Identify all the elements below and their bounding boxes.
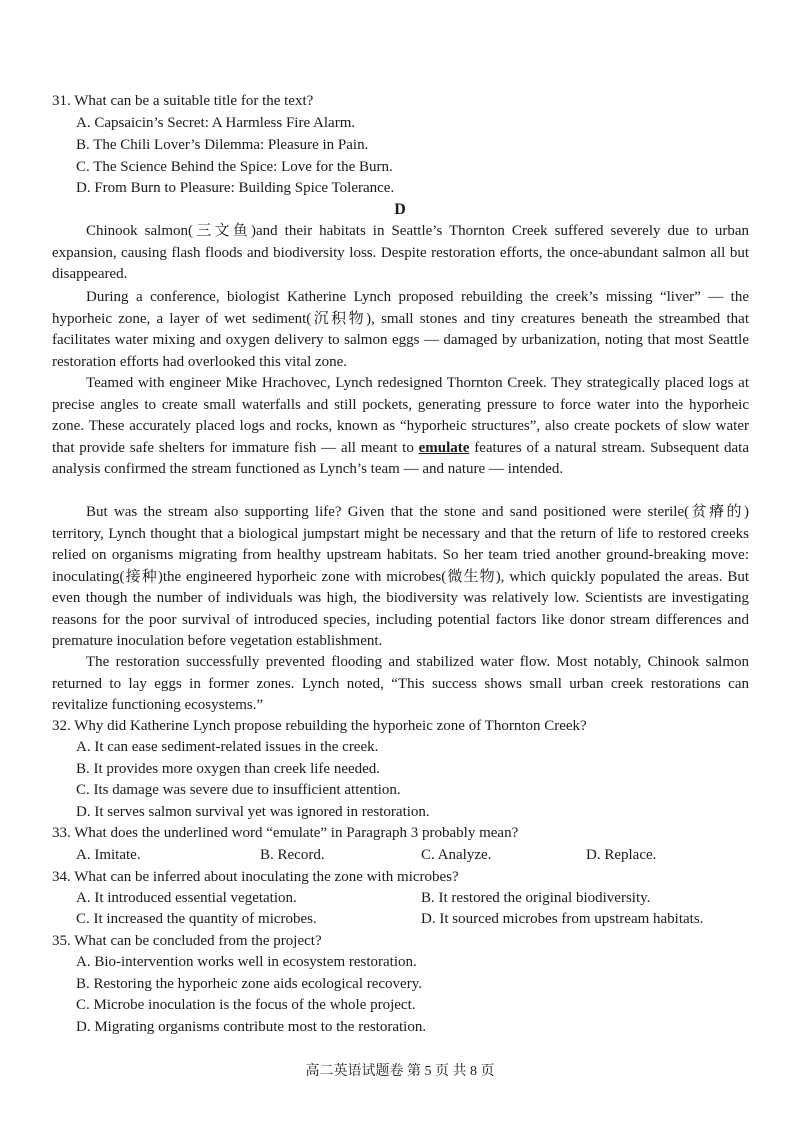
- question-31-option-d: D. From Burn to Pleasure: Building Spice Tolerance.: [76, 180, 395, 196]
- question-32-option-c: C. Its damage was severe due to insufficient attention.: [76, 782, 401, 798]
- passage-paragraph-3-text-end: features of a natural stream. Subsequent data analysis confirmed the stream functioned as Lynch’s team — and nature — intended.: [52, 439, 749, 477]
- passage-paragraph-4: But was the stream also supporting life? Given that the stone and sand positioned were sterile(贫瘠的) territory, Lynch thought that a biological jumpstart might be necessary and that the return of life to restored creeks relied on organisms migrating from healthy upstream habitats. So her team tried another ground-breaking move: inoculating(接种)the engineered hyporheic zone with microbes(微生物), which quickly populated the areas. But even though the number of individuals was high, the biodiversity was relatively low. Scientists are investigating reasons for the poor survival of introduced species, including potential factors like donor stream differences and premature inoculation before vegetation establishment.: [52, 504, 749, 649]
- section-title: D: [394, 201, 406, 218]
- question-32-stem: 32. Why did Katherine Lynch propose rebuilding the hyporheic zone of Thornton Creek?: [52, 718, 587, 734]
- question-34-stem: 34. What can be inferred about inoculating the zone with microbes?: [52, 869, 459, 885]
- underlined-word-emulate: emulate: [418, 439, 470, 456]
- question-31-option-b: B. The Chili Lover’s Dilemma: Pleasure in Pain.: [76, 137, 369, 153]
- question-31-stem: 31. What can be a suitable title for the text?: [52, 93, 314, 109]
- question-34-option-b: B. It restored the original biodiversity.: [421, 890, 651, 906]
- question-33-option-b: B. Record.: [260, 847, 325, 863]
- question-32-option-d: D. It serves salmon survival yet was ignored in restoration.: [76, 804, 430, 820]
- question-31-option-c: C. The Science Behind the Spice: Love for the Burn.: [76, 159, 393, 175]
- question-34-option-a: A. It introduced essential vegetation.: [76, 890, 297, 906]
- question-32-option-b: B. It provides more oxygen than creek life needed.: [76, 761, 381, 777]
- question-35-option-c: C. Microbe inoculation is the focus of the whole project.: [76, 997, 416, 1013]
- passage-paragraph-3-text-start: Teamed with engineer Mike Hrachovec, Lynch redesigned Thornton Creek. They strategically placed logs at precise angles to create small waterfalls and still pockets, generating pressure to force water into the hyporheic zone. These accurately placed logs and rocks, known as “hyporheic structures”, also create pockets of slow water that provide safe shelters for immature fish — all meant to: [52, 375, 749, 456]
- passage-paragraph-3: [52, 373, 749, 481]
- question-33-option-d: D. Replace.: [586, 847, 657, 863]
- question-32-option-a: A. It can ease sediment-related issues in the creek.: [76, 739, 379, 755]
- question-35-option-a: A. Bio-intervention works well in ecosystem restoration.: [76, 954, 417, 970]
- passage-paragraph-2: During a conference, biologist Katherine Lynch proposed rebuilding the creek’s missing “liver” — the hyporheic zone, a layer of wet sediment(沉积物), small stones and tiny creatures beneath the streambed that facilitates water mixing and oxygen delivery to salmon eggs — damaged by urbanization, noting that most Seattle restoration efforts had overlooked this vital zone.: [52, 289, 749, 370]
- question-34-option-c: C. It increased the quantity of microbes.: [76, 911, 317, 927]
- passage-paragraph-5: The restoration successfully prevented flooding and stabilized water flow. Most notably, Chinook salmon returned to lay eggs in former zones. Lynch noted, “This success shows small urban creek restorations can revitalize functioning ecosystems.”: [52, 654, 749, 713]
- question-33-option-c: C. Analyze.: [421, 847, 492, 863]
- question-35-stem: 35. What can be concluded from the project?: [52, 933, 322, 949]
- question-31-option-a: A. Capsaicin’s Secret: A Harmless Fire Alarm.: [76, 115, 356, 131]
- page-footer: 高二英语试题卷 第 5 页 共 8 页: [305, 1064, 495, 1079]
- question-33-stem: 33. What does the underlined word “emulate” in Paragraph 3 probably mean?: [52, 825, 519, 841]
- question-33-option-a: A. Imitate.: [76, 847, 141, 863]
- question-35-option-d: D. Migrating organisms contribute most to the restoration.: [76, 1019, 427, 1035]
- question-34-option-d: D. It sourced microbes from upstream habitats.: [421, 911, 704, 927]
- passage-paragraph-1: Chinook salmon(三文鱼)and their habitats in Seattle’s Thornton Creek suffered severely due to urban expansion, causing flash floods and biodiversity loss. Despite restoration efforts, the once-abundant salmon all but disappeared.: [52, 223, 749, 282]
- question-35-option-b: B. Restoring the hyporheic zone aids ecological recovery.: [76, 976, 422, 992]
